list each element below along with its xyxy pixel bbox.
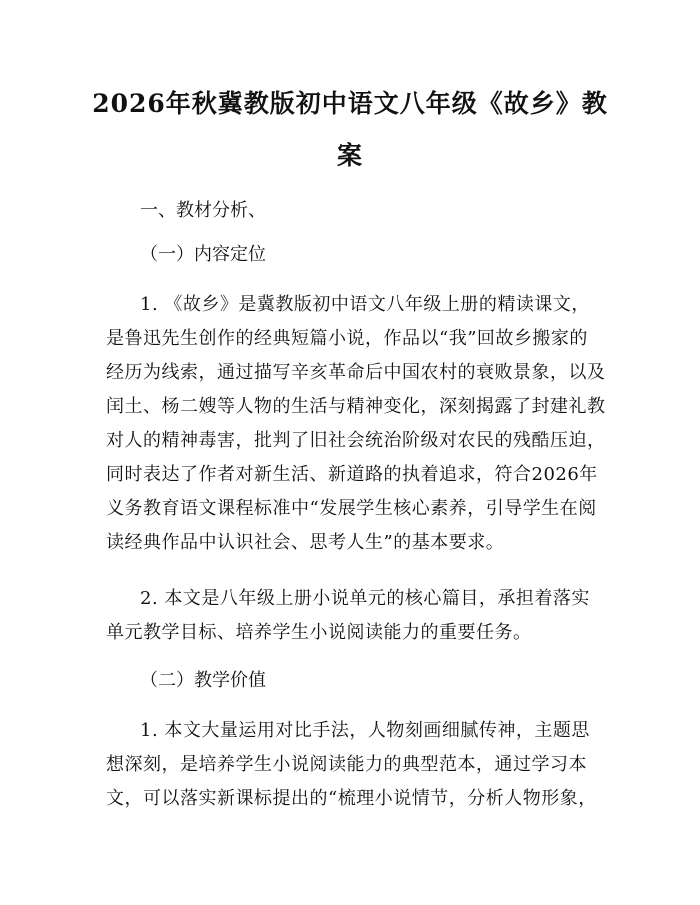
paragraph-1-line: 1. 《故乡》是冀教版初中语文八年级上册的精读课文， (140, 294, 590, 315)
subsection-heading-teaching-value: （二）教学价值 (140, 670, 266, 691)
paragraph-3-line: 想深刻，是培养学生小说阅读能力的典型范本，通过学习本 (106, 754, 587, 775)
document-title-line-1: 2026年秋冀教版初中语文八年级《故乡》教 (92, 89, 608, 118)
paragraph-3-line: 文，可以落实新课标提出的“梳理小说情节，分析人物形象， (106, 788, 597, 809)
paragraph-3-line: 1. 本文大量运用对比手法，人物刻画细腻传神，主题思 (140, 720, 590, 741)
section-heading-textbook-analysis: 一、教材分析、 (140, 200, 266, 221)
paragraph-1-line: 同时表达了作者对新生活、新道路的执着追求，符合2026年 (106, 464, 598, 485)
paragraph-1-line: 经历为线索，通过描写辛亥革命后中国农村的衰败景象，以及 (106, 362, 606, 383)
paragraph-1-line: 是鲁迅先生创作的经典短篇小说，作品以“我”回故乡搬家的 (106, 328, 588, 349)
document-title-line-2: 案 (336, 141, 363, 170)
paragraph-2-line: 单元教学目标、培养学生小说阅读能力的重要任务。 (106, 622, 532, 643)
paragraph-1-line: 对人的精神毒害，批判了旧社会统治阶级对农民的残酷压迫， (106, 430, 606, 451)
paragraph-1-line: 闰土、杨二嫂等人物的生活与精神变化，深刻揭露了封建礼教 (106, 396, 606, 417)
paragraph-1-line: 义务教育语文课程标准中“发展学生核心素养，引导学生在阅 (106, 498, 597, 519)
paragraph-2-line: 2. 本文是八年级上册小说单元的核心篇目，承担着落实 (140, 588, 590, 609)
paragraph-1-line: 读经典作品中认识社会、思考人生”的基本要求。 (106, 532, 505, 553)
subsection-heading-content-positioning: （一）内容定位 (140, 244, 266, 265)
